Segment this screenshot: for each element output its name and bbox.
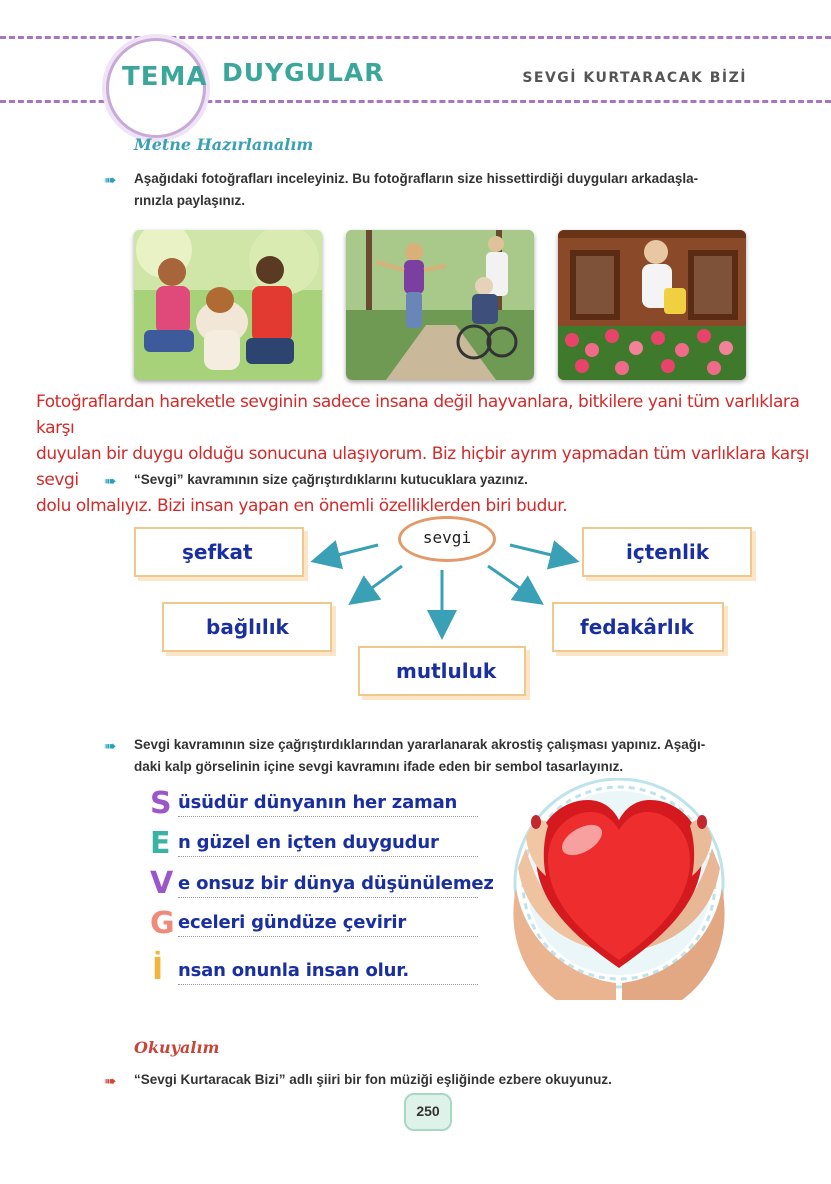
concept-box-ictenlik	[582, 527, 752, 577]
page-number	[404, 1093, 452, 1131]
poem-title: SEVGİ KURTARACAK BİZİ	[522, 70, 747, 86]
acrostic-letter-v: V	[150, 866, 174, 901]
section-title-okuyalim: Okuyalım	[134, 1038, 220, 1057]
concept-box-baglilik	[162, 602, 332, 652]
instruction-acrostic	[134, 734, 774, 778]
arrow-right-icon: ➠	[104, 473, 117, 490]
concept-box-label: içtenlik	[626, 540, 710, 564]
acrostic-dotline	[178, 984, 478, 985]
arrow-right-icon: ➠	[104, 172, 117, 189]
arrow-right-icon: ➠	[104, 1073, 117, 1090]
acrostic-line-4: eceleri gündüze çevirir	[178, 912, 407, 933]
concept-box-mutluluk	[358, 646, 526, 696]
acrostic-letter-g: G	[150, 906, 175, 941]
acrostic-letter-e: E	[150, 826, 171, 861]
concept-center	[398, 516, 496, 562]
concept-box-label: fedakârlık	[580, 615, 694, 639]
concept-box-sefkat	[134, 527, 304, 577]
concept-box-label: mutluluk	[396, 659, 497, 683]
theme-name: DUYGULAR	[222, 58, 385, 87]
acrostic-line-3: e onsuz bir dünya düşünülemez	[178, 873, 494, 894]
acrostic-dotline	[178, 897, 478, 898]
instruction-okuyalim: “Sevgi Kurtaracak Bizi” adlı şiiri bir fon müziği eşliğinde ezbere okuyunuz.	[134, 1072, 612, 1087]
acrostic-dotline	[178, 856, 478, 857]
concept-box-label: şefkat	[182, 540, 253, 564]
answer-line2: duyulan bir duygu olduğu sonucuna ulaşıyorum. Biz hiçbir ayrım yapmadan tüm varlıklara karşı sevgi	[36, 444, 809, 490]
instruction-acrostic-line1: Sevgi kavramının size çağrıştırdıklarından yararlanarak akrostiş çalışması yapınız. Aşağı-	[134, 737, 706, 752]
acrostic-line-1: üsüdür dünyanın her zaman	[178, 792, 458, 813]
answer-line1: Fotoğraflardan hareketle sevginin sadece insana değil hayvanlara, bitkilere yani tüm varlıklara karşı	[36, 392, 800, 438]
instruction-acrostic-line2: daki kalp görselinin içine sevgi kavramını ifade eden bir sembol tasarlayınız.	[134, 759, 624, 774]
acrostic-letter-i: İ	[152, 952, 164, 987]
acrostic-line-2: n güzel en içten duygudur	[178, 832, 439, 853]
instruction-photos-line2: rınızla paylaşınız.	[134, 193, 246, 208]
instruction-photos-line1: Aşağıdaki fotoğrafları inceleyiniz. Bu fotoğrafların size hissettirdiği duyguları arkadaşla-	[134, 171, 699, 186]
acrostic-letter-s: S	[150, 786, 172, 821]
concept-box-label: bağlılık	[206, 615, 289, 639]
tema-label: TEMA	[122, 62, 208, 92]
instruction-concept-map: “Sevgi” kavramının size çağrıştırdıklarını kutucuklara yazınız.	[134, 472, 528, 487]
section-title-metne-hazirlanalim: Metne Hazırlanalım	[134, 135, 314, 154]
page-number-label: 250	[416, 1103, 440, 1119]
answer-line3: dolu olmalıyız. Bizi insan yapan en önemli özelliklerden biri budur.	[36, 496, 568, 516]
heart-hands-image	[496, 778, 742, 1000]
acrostic-dotline	[178, 936, 478, 937]
concept-center-label: sevgi	[422, 528, 472, 547]
concept-box-fedakarlik	[552, 602, 724, 652]
acrostic-dotline	[178, 816, 478, 817]
arrow-right-icon: ➠	[104, 738, 117, 755]
acrostic-line-5: nsan onunla insan olur.	[178, 960, 409, 981]
